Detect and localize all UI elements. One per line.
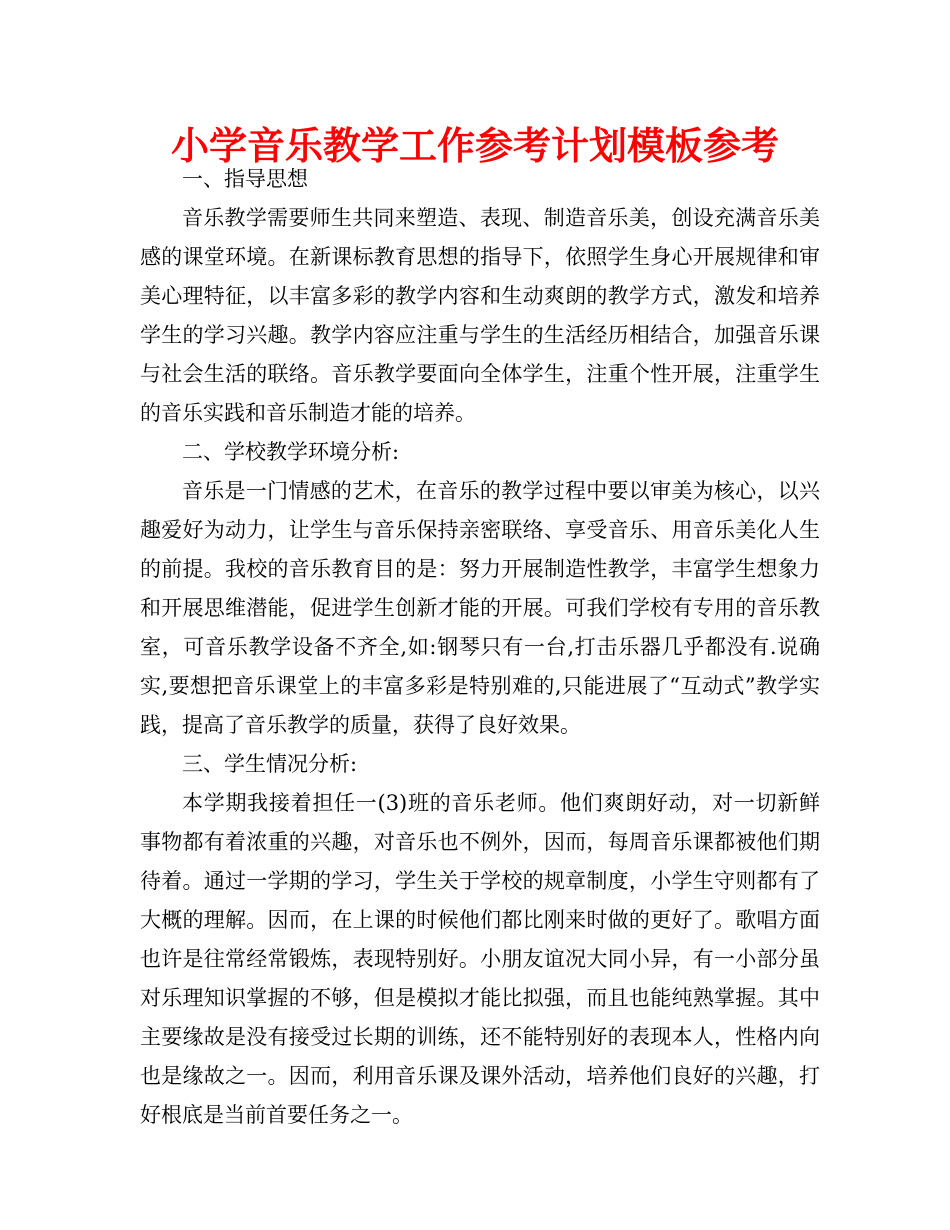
section-heading-guiding-ideology: 一、指导思想 — [182, 167, 308, 191]
document-title: 小学音乐教学工作参考计划模板参考 — [170, 124, 779, 168]
section-heading-school-environment: 二、学校教学环境分析: — [182, 440, 400, 464]
section-paragraph: 音乐教学需要师生共同来塑造、表现、制造音乐美，创设充满音乐美感的课堂环境。在新课标教育思想的指导下，依照学生身心开展规律和审美心理特征，以丰富多彩的教学内容和生动爽朗的教学方式，激发和培养学生的学习兴趣。教学内容应注重与学生的生活经历相结合，加强音乐课与社会生活的联络。音乐教学要面向全体学生，注重个性开展，注重学生的音乐实践和音乐制造才能的培养。 — [140, 206, 820, 425]
section-paragraph: 音乐是一门情感的艺术，在音乐的教学过程中要以审美为核心，以兴趣爱好为动力，让学生与音乐保持亲密联络、享受音乐、用音乐美化人生的前提。我校的音乐教育目的是：努力开展制造性教学，丰富学生想象力和开展思维潜能，促进学生创新才能的开展。可我们学校有专用的音乐教室，可音乐教学设备不齐全,如:钢琴只有一台,打击乐器几乎都没有.说确实,要想把音乐课堂上的丰富多彩是特别难的,只能进展了“互动式”教学实践，提高了音乐教学的质量，获得了良好效果。 — [140, 479, 820, 737]
document-body — [140, 160, 820, 1135]
section-paragraph: 本学期我接着担任一(3)班的音乐老师。他们爽朗好动，对一切新鲜事物都有着浓重的兴趣，对音乐也不例外，因而，每周音乐课都被他们期待着。通过一学期的学习，学生关于学校的规章制度，小学生守则都有了大概的理解。因而，在上课的时候他们都比刚来时做的更好了。歌唱方面也许是往常经常锻炼，表现特别好。小朋友谊况大同小异，有一小部分虽对乐理知识掌握的不够，但是模拟才能比拟强，而且也能纯熟掌握。其中主要缘故是没有接受过长期的训练，还不能特别好的表现本人，性格内向也是缘故之一。因而，利用音乐课及课外活动，培养他们良好的兴趣，打好根底是当前首要任务之一。 — [140, 791, 820, 1127]
section-heading-student-situation: 三、学生情况分析: — [182, 752, 358, 776]
